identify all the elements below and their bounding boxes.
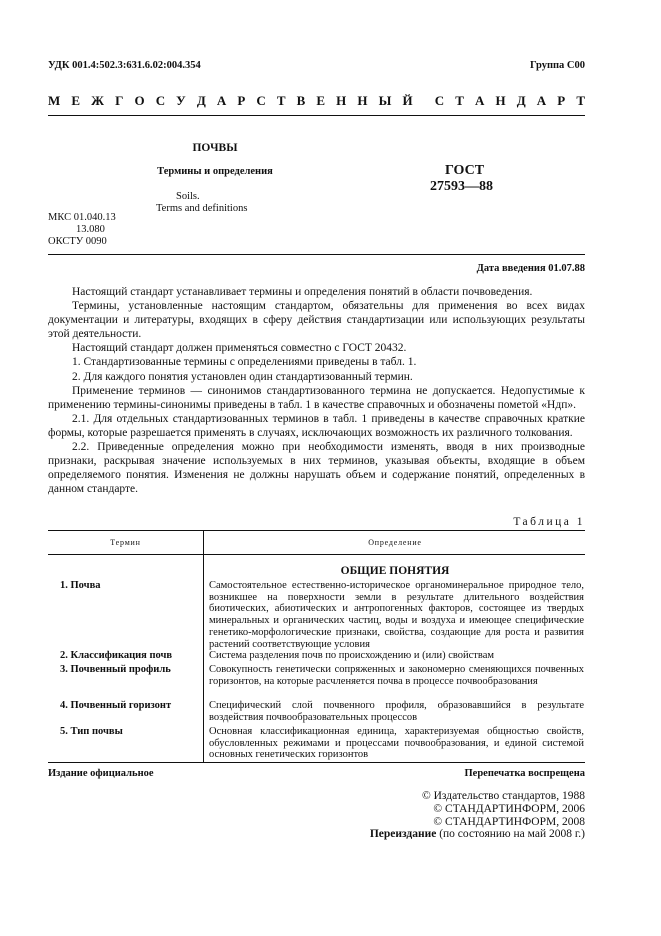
heading-letter: Т bbox=[276, 93, 286, 108]
introduction-date: Дата введения 01.07.88 bbox=[476, 263, 585, 274]
heading-letter: М bbox=[48, 93, 61, 108]
term-cell: 5. Тип почвы bbox=[60, 726, 123, 737]
heading-letter: Д bbox=[516, 93, 526, 108]
table-top-rule bbox=[48, 530, 585, 531]
reissue-line bbox=[370, 828, 585, 841]
table-column-divider bbox=[203, 530, 204, 762]
heading-letter: Т bbox=[455, 93, 464, 108]
heading-letter: С bbox=[256, 93, 266, 108]
heading-letter: Е bbox=[71, 93, 81, 108]
body-paragraph: 1. Стандартизованные термины с определениями приведены в табл. 1. bbox=[72, 356, 417, 369]
heading-letter: А bbox=[475, 93, 485, 108]
heading-letter: А bbox=[216, 93, 227, 108]
definition-cell: Совокупность генетически сопряженных и закономерно сменяющихся почвенных горизонтов, на которые расчленяется почва в процессе почвообразования bbox=[209, 664, 584, 687]
mks-code-2: 13.080 bbox=[76, 224, 105, 235]
table-header-term: Термин bbox=[110, 538, 141, 547]
official-edition-note: Издание официальное bbox=[48, 768, 154, 779]
body-paragraph: Применение терминов — синонимов стандартизованного термина не допускается. Недопустимые к применению термины-синонимы приведены в табл. 1 в качестве справочных и обозначены пометой «Ндп». bbox=[48, 384, 585, 411]
heading-letter: С bbox=[434, 93, 445, 108]
english-title-line1: Soils. bbox=[176, 191, 200, 202]
reissue-date: (по состоянию на май 2008 г.) bbox=[436, 828, 585, 841]
table-header-rule bbox=[48, 554, 585, 555]
term-cell: 3. Почвенный профиль bbox=[60, 664, 171, 675]
term-cell: 2. Классификация почв bbox=[60, 650, 173, 661]
heading-letter: Д bbox=[196, 93, 206, 108]
udk-code: УДК 001.4:502.3:631.6.02:004.354 bbox=[48, 60, 201, 71]
heading-letter: А bbox=[536, 93, 547, 108]
copyright-line: © СТАНДАРТИНФОРМ, 2006 bbox=[433, 802, 585, 815]
heading-letter: Н bbox=[336, 93, 347, 108]
definition-cell: Специфический слой почвенного профиля, образовавшийся в результате воздействия почвообразовательных процессов bbox=[209, 700, 584, 723]
body-paragraph: 2.2. Приведенные определения можно при необходимости изменять, вводя в них производные признаки, раскрывая значение используемых в них терминов, указывая объекты, входящие в объем определяемого понятия. Изменения не должны нарушать объем и содержание понятий, определенных в данном стандарте. bbox=[48, 441, 585, 496]
term-cell: 4. Почвенный горизонт bbox=[60, 700, 172, 711]
heading-letter: Н bbox=[357, 93, 368, 108]
table-section-title: ОБЩИЕ ПОНЯТИЯ bbox=[340, 565, 450, 577]
body-text bbox=[48, 285, 585, 496]
gost-number: 27593—88 bbox=[430, 179, 493, 194]
term-cell: 1. Почва bbox=[60, 580, 101, 591]
heading-letter: Е bbox=[316, 93, 326, 108]
definition-cell: Самостоятельное естественно-историческое органоминеральное природное тело, возникшее на поверхности земли в результате длительного воздействия биотических, абиотических и антропогенных факторов, состоящее из твердых минеральных и органических частиц, воды и воздуха и имеющее специфические генетико-морфологические признаки, свойства, создающие для роста и развития растений соответствующие условия bbox=[209, 580, 584, 650]
group-code: Группа С00 bbox=[529, 60, 585, 71]
heading-letter: Ж bbox=[91, 93, 104, 108]
heading-letter: Т bbox=[576, 93, 585, 108]
copyright-block bbox=[370, 790, 585, 841]
definition-cell: Система разделения почв по происхождению и (или) свойствам bbox=[209, 650, 495, 661]
heading-letter: Н bbox=[495, 93, 506, 108]
body-paragraph: Настоящий стандарт должен применяться совместно с ГОСТ 20432. bbox=[72, 342, 407, 355]
heading-letter: О bbox=[134, 93, 145, 108]
document-title: ПОЧВЫ bbox=[192, 142, 238, 154]
gost-label: ГОСТ bbox=[445, 163, 485, 178]
heading-letter: С bbox=[155, 93, 166, 108]
table-header-definition: Определение bbox=[368, 538, 422, 547]
body-paragraph: Настоящий стандарт устанавливает термины и определения понятий в области почвоведения. bbox=[72, 286, 533, 298]
definition-cell: Основная классификационная единица, характеризуемая общностью свойств, обусловленных режимами и процессами почвообразования, и единой системой основных генетических горизонтов bbox=[209, 726, 584, 761]
header-rule bbox=[48, 115, 585, 116]
copyright-line: © СТАНДАРТИНФОРМ, 2008 bbox=[433, 815, 585, 828]
body-paragraph: Термины, установленные настоящим стандартом, обязательны для применения во всех видах документации и литературы, входящих в сферу действия стандартизации или использующих результаты этой деятельности. bbox=[48, 300, 585, 341]
body-paragraph: 2. Для каждого понятия установлен один стандартизованный термин. bbox=[72, 370, 413, 383]
table-caption: Таблица 1 bbox=[513, 516, 585, 528]
body-paragraph: 2.1. Для отдельных стандартизованных терминов в табл. 1 приведены в качестве справочных краткие формы, которые разрешается применять в случаях, исключающих возможность их различного толкования. bbox=[48, 412, 585, 439]
english-title-line2: Terms and definitions bbox=[156, 203, 248, 214]
heading-letter: В bbox=[296, 93, 306, 108]
heading-letter: У bbox=[176, 93, 186, 108]
reissue-label: Переиздание bbox=[369, 828, 437, 841]
table-bottom-rule bbox=[48, 762, 585, 763]
heading-letter: Р bbox=[557, 93, 566, 108]
heading-letter: Ы bbox=[378, 93, 392, 108]
title-rule bbox=[48, 254, 585, 255]
document-subtitle: Термины и определения bbox=[157, 166, 273, 177]
okstu-code: ОКСТУ 0090 bbox=[48, 236, 107, 247]
copyright-line: © Издательство стандартов, 1988 bbox=[421, 790, 585, 802]
interstate-standard-heading bbox=[48, 93, 585, 109]
heading-letter: Й bbox=[402, 93, 413, 108]
heading-letter: Г bbox=[115, 93, 124, 108]
mks-code: МКС 01.040.13 bbox=[48, 212, 116, 223]
heading-letter: Р bbox=[237, 93, 246, 108]
reprint-prohibited-note: Перепечатка воспрещена bbox=[464, 768, 585, 779]
